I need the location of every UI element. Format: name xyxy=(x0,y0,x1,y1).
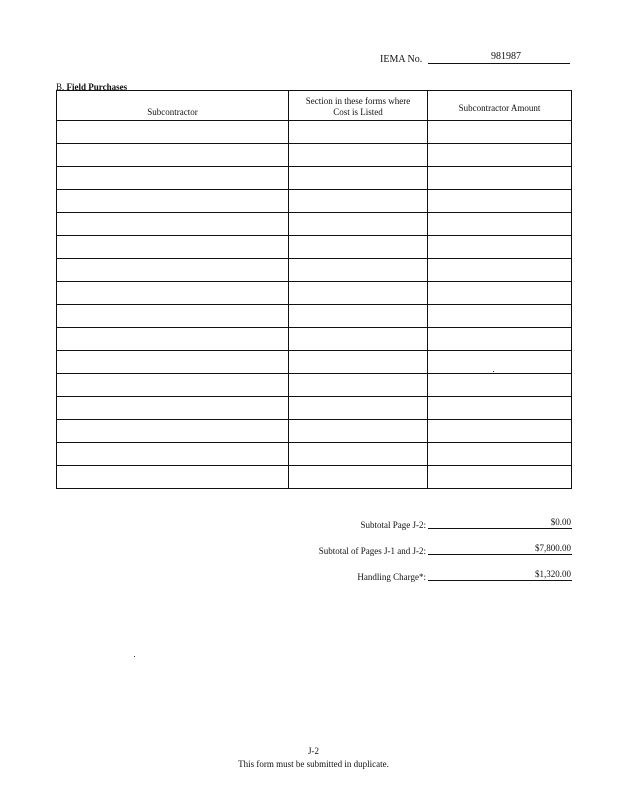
column-header-subcontractor: Subcontractor xyxy=(57,91,289,121)
section-cell[interactable] xyxy=(289,167,428,190)
table-row xyxy=(57,397,572,420)
section-cell[interactable] xyxy=(289,328,428,351)
scan-speck xyxy=(134,656,135,657)
table-row xyxy=(57,305,572,328)
subcontractor-cell[interactable] xyxy=(57,144,289,167)
section-cell[interactable] xyxy=(289,466,428,489)
subcontractor-cell[interactable] xyxy=(57,420,289,443)
table-row xyxy=(57,259,572,282)
subtotal-pages-label: Subtotal of Pages J-1 and J-2: xyxy=(318,546,426,556)
amount-cell[interactable] xyxy=(428,374,572,397)
duplicate-note: This form must be submitted in duplicate. xyxy=(238,759,389,769)
section-cell[interactable] xyxy=(289,236,428,259)
table-row xyxy=(57,144,572,167)
subtotal-pages-value[interactable]: $7,800.00 xyxy=(428,542,572,555)
subcontractor-cell[interactable] xyxy=(57,374,289,397)
section-cell[interactable] xyxy=(289,420,428,443)
subcontractor-cell[interactable] xyxy=(57,236,289,259)
amount-cell[interactable] xyxy=(428,121,572,144)
table-row xyxy=(57,374,572,397)
column-header-section: Section in these forms where Cost is Listed xyxy=(289,91,428,121)
section-cell[interactable] xyxy=(289,190,428,213)
subcontractor-cell[interactable] xyxy=(57,351,289,374)
field-purchases-table xyxy=(56,90,572,489)
subcontractor-cell[interactable] xyxy=(57,259,289,282)
amount-cell[interactable] xyxy=(428,351,572,374)
section-cell[interactable] xyxy=(289,121,428,144)
amount-cell[interactable] xyxy=(428,236,572,259)
section-title-text: Field Purchases xyxy=(66,82,128,92)
subcontractor-cell[interactable] xyxy=(57,213,289,236)
section-cell[interactable] xyxy=(289,144,428,167)
section-cell[interactable] xyxy=(289,443,428,466)
section-cell[interactable] xyxy=(289,213,428,236)
subcontractor-cell[interactable] xyxy=(57,328,289,351)
subcontractor-cell[interactable] xyxy=(57,466,289,489)
section-cell[interactable] xyxy=(289,259,428,282)
iema-number-label: IEMA No. xyxy=(380,54,423,65)
subcontractor-cell[interactable] xyxy=(57,121,289,144)
table-row xyxy=(57,328,572,351)
iema-number-field[interactable]: 981987 xyxy=(428,50,570,64)
subcontractor-cell[interactable] xyxy=(57,282,289,305)
amount-cell[interactable] xyxy=(428,328,572,351)
subcontractor-cell[interactable] xyxy=(57,167,289,190)
amount-cell[interactable] xyxy=(428,466,572,489)
subtotal-page-label: Subtotal Page J-2: xyxy=(360,520,426,530)
handling-charge-label: Handling Charge*: xyxy=(357,572,426,582)
table-row xyxy=(57,167,572,190)
subcontractor-cell[interactable] xyxy=(57,190,289,213)
amount-cell[interactable] xyxy=(428,397,572,420)
table-row xyxy=(57,121,572,144)
section-cell[interactable] xyxy=(289,351,428,374)
page-number: J-2 xyxy=(308,746,319,756)
table-row xyxy=(57,236,572,259)
amount-cell[interactable] xyxy=(428,282,572,305)
amount-cell[interactable] xyxy=(428,420,572,443)
amount-cell[interactable] xyxy=(428,144,572,167)
section-cell[interactable] xyxy=(289,305,428,328)
amount-cell[interactable] xyxy=(428,167,572,190)
table-row xyxy=(57,282,572,305)
table-row xyxy=(57,443,572,466)
subtotal-page-value[interactable]: $0.00 xyxy=(428,516,572,529)
scan-speck xyxy=(493,371,494,372)
column-header-amount: Subcontractor Amount xyxy=(428,91,572,121)
amount-cell[interactable] xyxy=(428,305,572,328)
section-letter: B. xyxy=(56,82,65,92)
subcontractor-cell[interactable] xyxy=(57,397,289,420)
subcontractor-cell[interactable] xyxy=(57,305,289,328)
amount-cell[interactable] xyxy=(428,213,572,236)
amount-cell[interactable] xyxy=(428,259,572,282)
section-cell[interactable] xyxy=(289,282,428,305)
table-row xyxy=(57,213,572,236)
table-row xyxy=(57,420,572,443)
subcontractor-cell[interactable] xyxy=(57,443,289,466)
section-cell[interactable] xyxy=(289,374,428,397)
amount-cell[interactable] xyxy=(428,190,572,213)
table-row xyxy=(57,190,572,213)
handling-charge-value[interactable]: $1,320.00 xyxy=(428,568,572,581)
amount-cell[interactable] xyxy=(428,443,572,466)
table-row xyxy=(57,466,572,489)
section-cell[interactable] xyxy=(289,397,428,420)
table-header-row xyxy=(57,91,572,121)
table-row xyxy=(57,351,572,374)
